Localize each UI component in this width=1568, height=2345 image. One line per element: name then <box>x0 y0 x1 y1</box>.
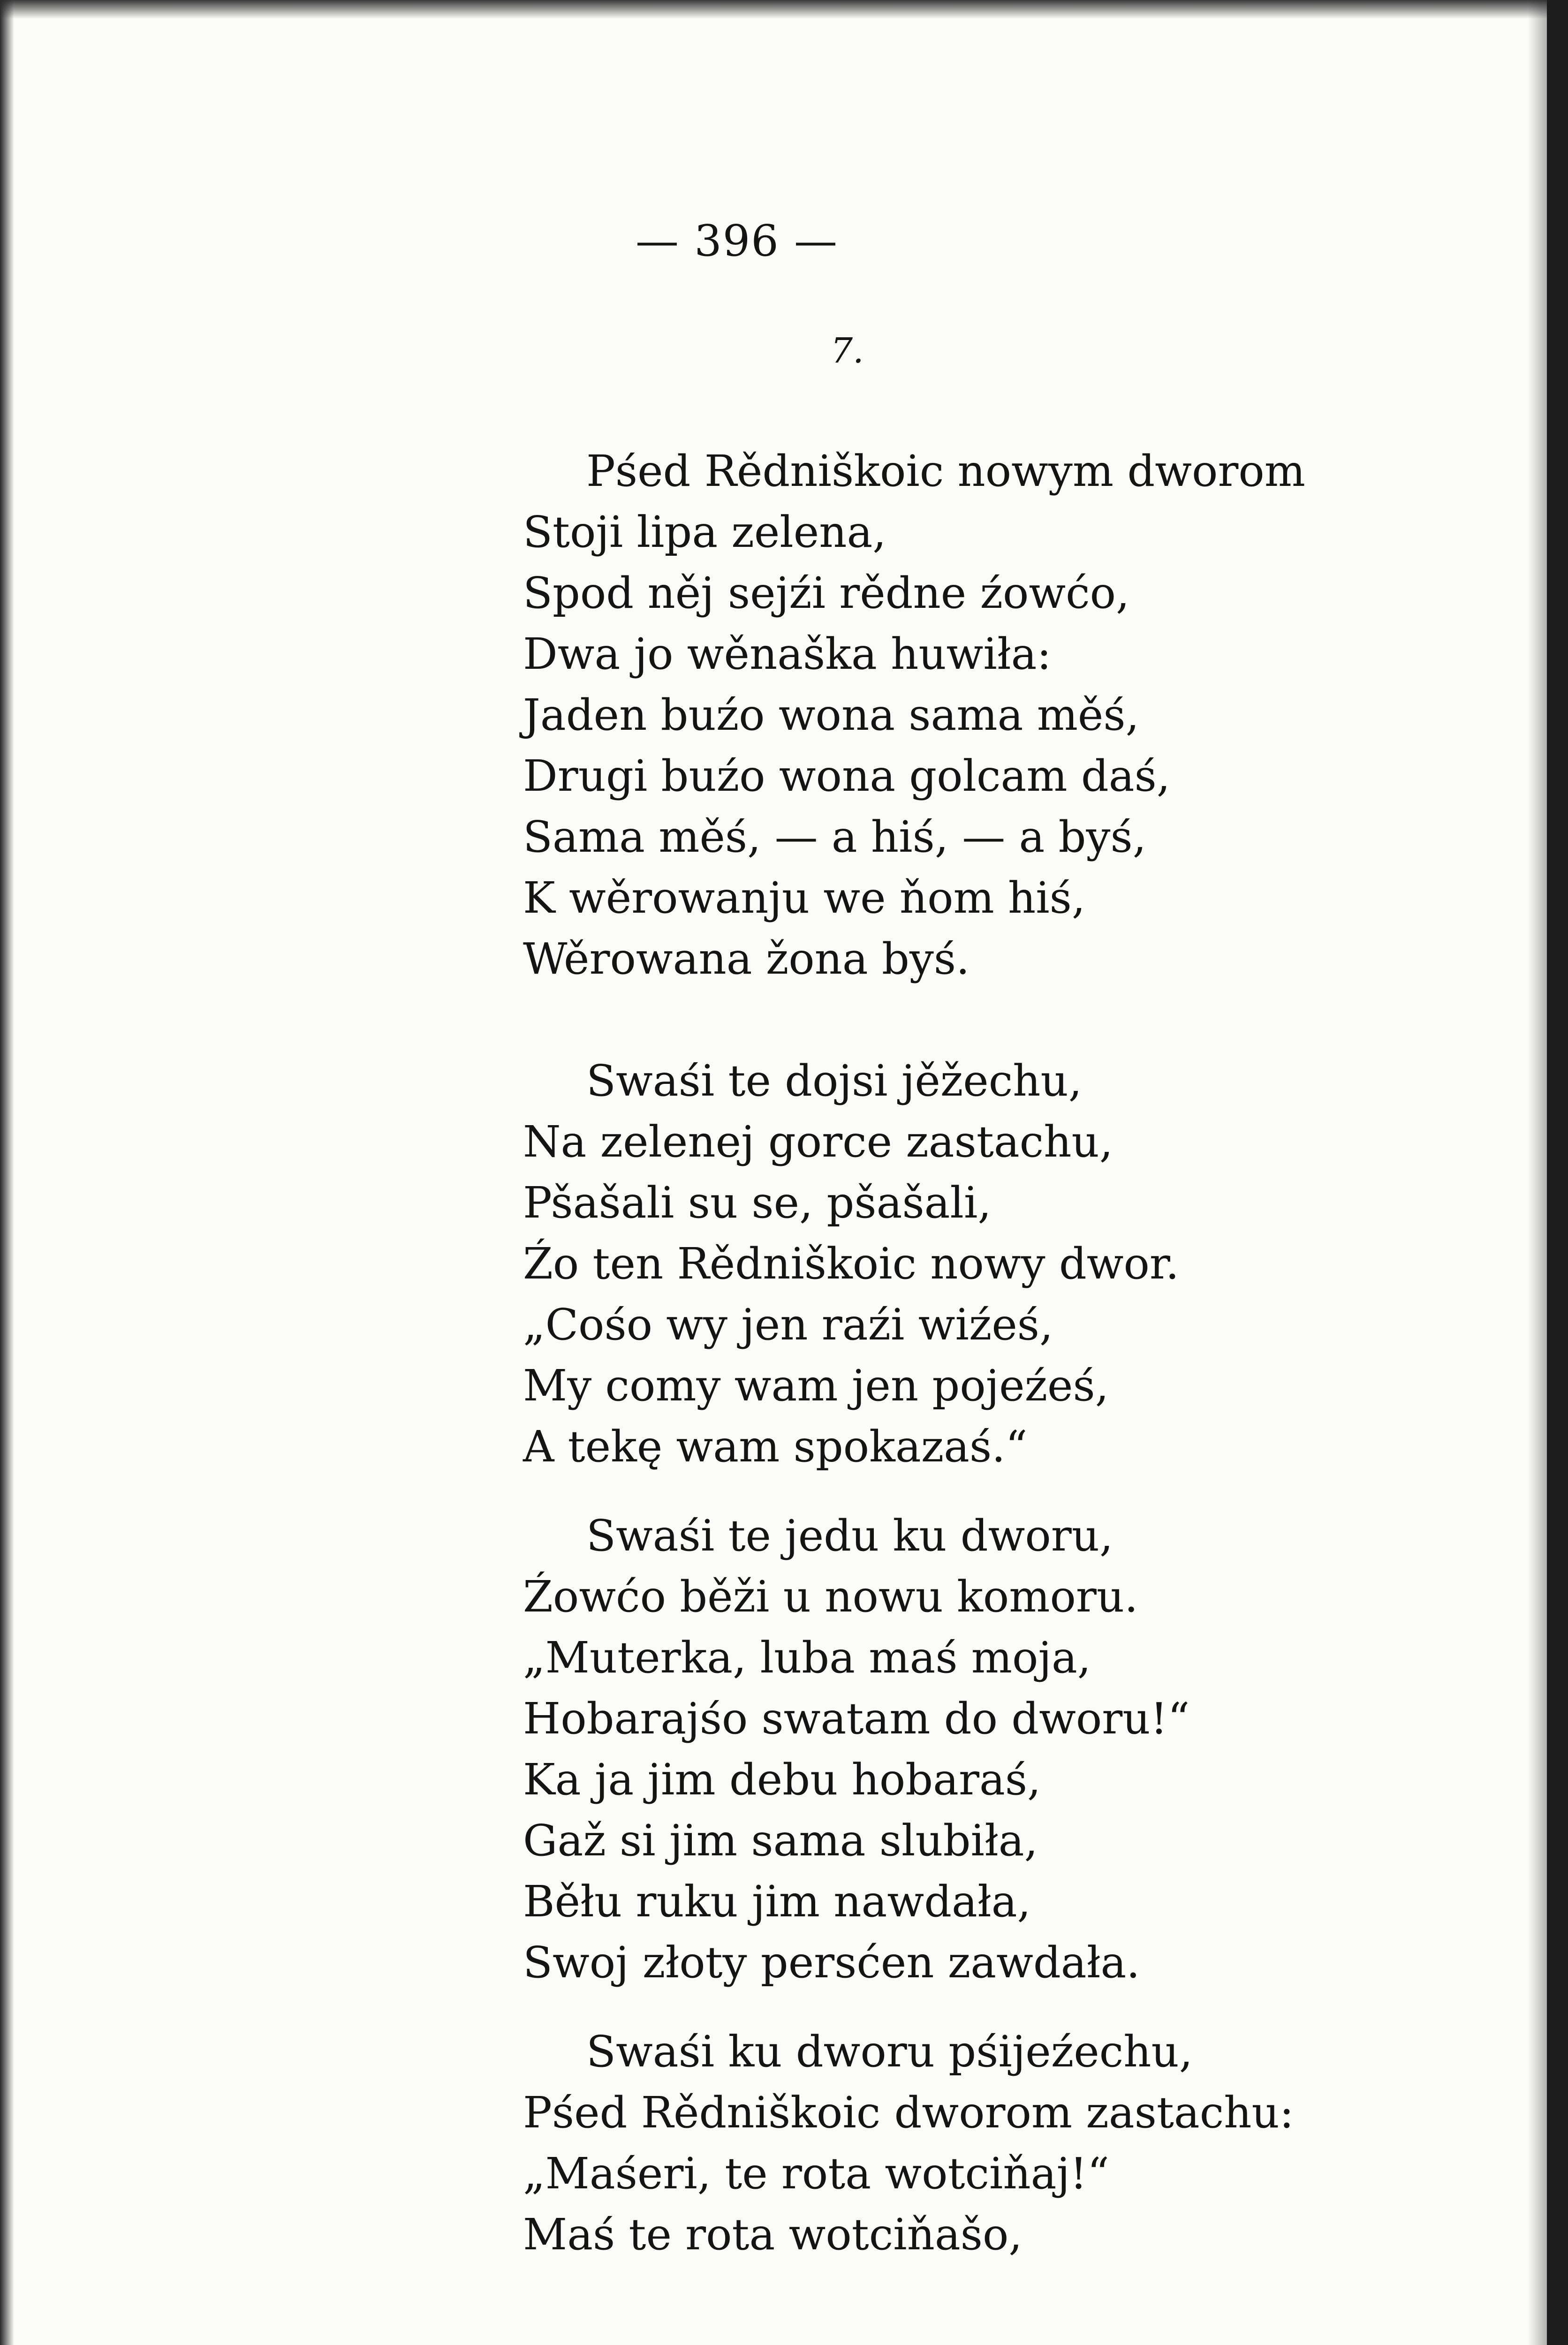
poem-line: Swaśi te dojsi jěžechu, <box>586 1056 1083 1106</box>
scan-edge-right <box>1547 0 1568 2345</box>
stanza-2 <box>523 1051 1179 1477</box>
poem-line: Pśed Rědniškoic nowym dworom <box>586 446 1306 496</box>
poem-line: Drugi buźo wona golcam daś, <box>523 751 1171 801</box>
poem-line: Swaśi te jedu ku dworu, <box>586 1511 1114 1561</box>
poem-line: Ka ja jim debu hobaraś, <box>523 1755 1041 1805</box>
section-mark: 7. <box>831 331 864 371</box>
stanza-3 <box>523 1505 1189 1993</box>
poem-line: Stoji lipa zelena, <box>523 507 886 557</box>
poem-line: A tekę wam spokazaś.“ <box>523 1422 1028 1472</box>
poem-line: „Cośo wy jen raźi wiźeś, <box>523 1300 1053 1350</box>
poem-line: K wěrowanju we ňom hiś, <box>523 873 1086 923</box>
stanza-4 <box>523 2021 1294 2265</box>
poem-line: My comy wam jen pojeźeś, <box>523 1361 1109 1411</box>
poem-line: Wěrowana žona byś. <box>523 934 970 984</box>
poem-line: Pšašali su se, pšašali, <box>523 1178 992 1228</box>
poem-line: Swoj złoty persćen zawdała. <box>523 1937 1140 1988</box>
stanza-1 <box>523 441 1305 990</box>
poem-line: Źowćo běži u nowu komoru. <box>523 1572 1138 1622</box>
poem-line: „Muterka, luba maś moja, <box>523 1633 1091 1683</box>
poem-line: Běłu ruku jim nawdała, <box>523 1876 1031 1927</box>
poem-line: Swaśi ku dworu pśijeźechu, <box>586 2027 1193 2077</box>
poem-line: Pśed Rědniškoic dworom zastachu: <box>523 2088 1294 2138</box>
poem-line: „Maśeri, te rota wotciňaj!“ <box>523 2148 1110 2199</box>
poem-line: Źo ten Rědniškoic nowy dwor. <box>523 1239 1180 1289</box>
poem-line: Hobarajśo swatam do dworu!“ <box>523 1694 1190 1744</box>
poem-line: Maś te rota wotciňašo, <box>523 2209 1023 2260</box>
poem-line: Sama měś, — a hiś, — a byś, <box>523 812 1146 862</box>
poem-line: Spod něj sejźi rědne źowćo, <box>523 568 1130 618</box>
scan-edge-top <box>0 0 1568 19</box>
page-number: — 396 — <box>635 216 839 266</box>
poem-line: Na zelenej gorce zastachu, <box>523 1117 1113 1167</box>
scan-edge-right-shadow <box>1528 0 1547 2345</box>
poem-line: Jaden buźo wona sama měś, <box>523 690 1139 740</box>
poem-line: Dwa jo wěnaška huwiła: <box>523 629 1052 679</box>
poem-line: Gaž si jim sama slubiła, <box>523 1815 1038 1866</box>
scan-edge-left <box>0 0 14 2345</box>
